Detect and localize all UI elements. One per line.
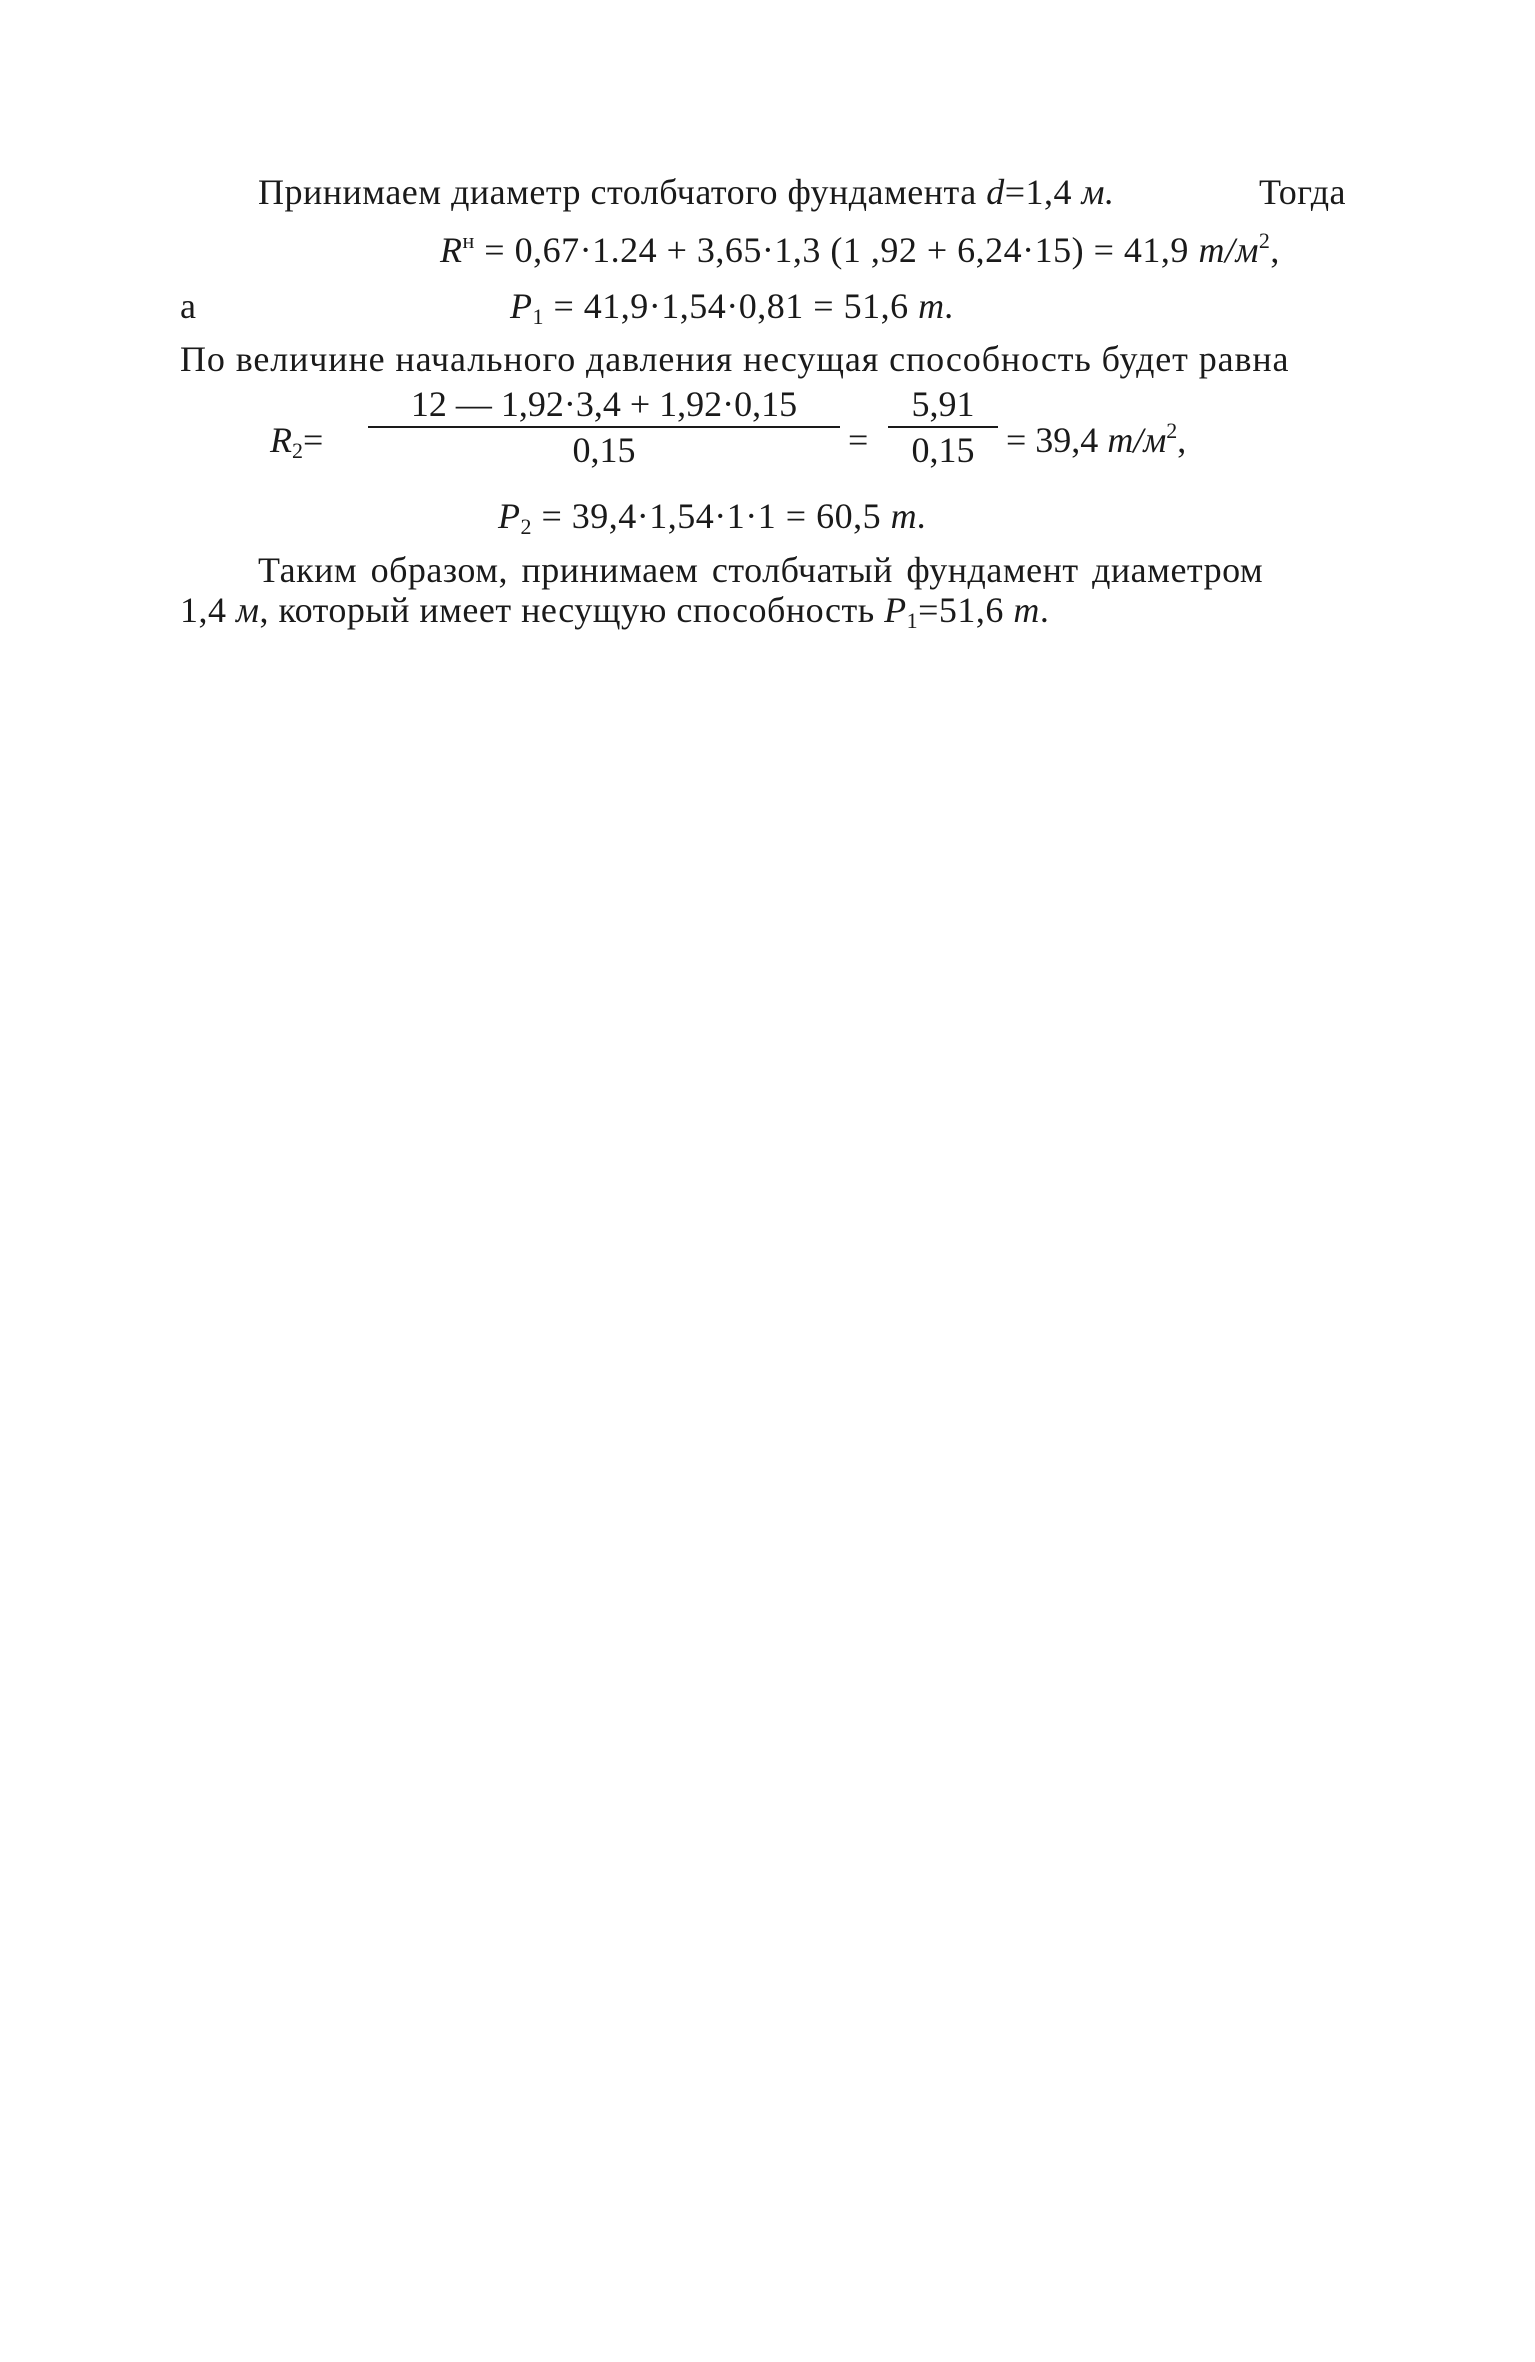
formula-rn-tail: , (1270, 230, 1280, 270)
diameter-unit: м. (1081, 172, 1115, 212)
paragraph-conclusion-line-1: Таким образом, принимаем столбчатый фундамент диаметром (258, 550, 1264, 590)
formula-r2-fraction-1 (368, 382, 840, 472)
formula-r2-result (1006, 418, 1186, 462)
formula-r2-eq: = (303, 420, 324, 460)
formula-rn-sup: н (462, 228, 475, 253)
formula-p1-body: = 41,9·1,54·0,81 = 51,6 (544, 286, 919, 326)
formula-r2-lhs (270, 418, 323, 462)
conclusion-end: . (1039, 590, 1050, 630)
formula-rn-unit-sup: 2 (1258, 228, 1271, 253)
formula-r2-unit: т/м (1107, 420, 1167, 460)
conclusion-unit: т (1013, 590, 1040, 630)
formula-r2-frac1-numerator: 12 — 1,92·3,4 + 1,92·0,15 (410, 384, 798, 424)
formula-r2-unit-sup: 2 (1166, 418, 1178, 443)
formula-r2-frac2-denominator: 0,15 (911, 430, 975, 470)
formula-r2-fraction-2 (888, 382, 998, 472)
formula-p2-sub: 2 (520, 514, 532, 539)
formula-p1 (510, 284, 955, 328)
paragraph-diameter-suffix: Тогда (1258, 172, 1346, 212)
formula-r2-result-value: = 39,4 (1006, 420, 1108, 460)
formula-p2-body: = 39,4·1,54·1·1 = 60,5 (532, 496, 891, 536)
formula-rn-symbol: R (440, 230, 463, 270)
formula-p1-sub: 1 (532, 304, 544, 329)
formula-p1-lead: а (180, 286, 197, 326)
formula-p2-unit: т. (890, 496, 928, 536)
formula-r2-tail: , (1177, 420, 1187, 460)
formula-rn-body: = 0,67·1.24 + 3,65·1,3 (1 ,92 + 6,24·15) = 41,9 (474, 230, 1199, 270)
formula-p2 (498, 494, 927, 538)
conclusion-diameter: 1,4 (180, 590, 236, 630)
formula-r2-sub: 2 (292, 438, 303, 463)
formula-r2-eq2: = (848, 420, 869, 460)
paragraph-diameter-text: Принимаем диаметр столбчатого фундамента (258, 172, 987, 212)
conclusion-value: =51,6 (918, 590, 1014, 630)
formula-rn (440, 228, 1280, 272)
diameter-value: =1,4 (1004, 172, 1082, 212)
formula-p1-unit: т. (918, 286, 955, 326)
formula-p2-symbol: P (498, 496, 521, 536)
formula-rn-unit: т/м (1198, 230, 1259, 270)
formula-r2-symbol: R (270, 420, 292, 460)
formula-r2-frac2-numerator: 5,91 (911, 384, 975, 424)
paragraph-diameter (258, 170, 1346, 214)
conclusion-symbol-sub: 1 (906, 608, 919, 633)
conclusion-text: , который имеет несущую способность (259, 590, 885, 630)
paragraph-initial-pressure: По величине начального давления несущая способность будет равна (180, 339, 1290, 379)
conclusion-diameter-unit: м (236, 590, 260, 630)
formula-p1-symbol: P (510, 286, 533, 326)
formula-r2-frac1-denominator: 0,15 (572, 430, 636, 470)
paragraph-conclusion-line-2 (180, 588, 1049, 632)
conclusion-symbol: P (884, 590, 907, 630)
diameter-symbol: d (986, 172, 1005, 212)
